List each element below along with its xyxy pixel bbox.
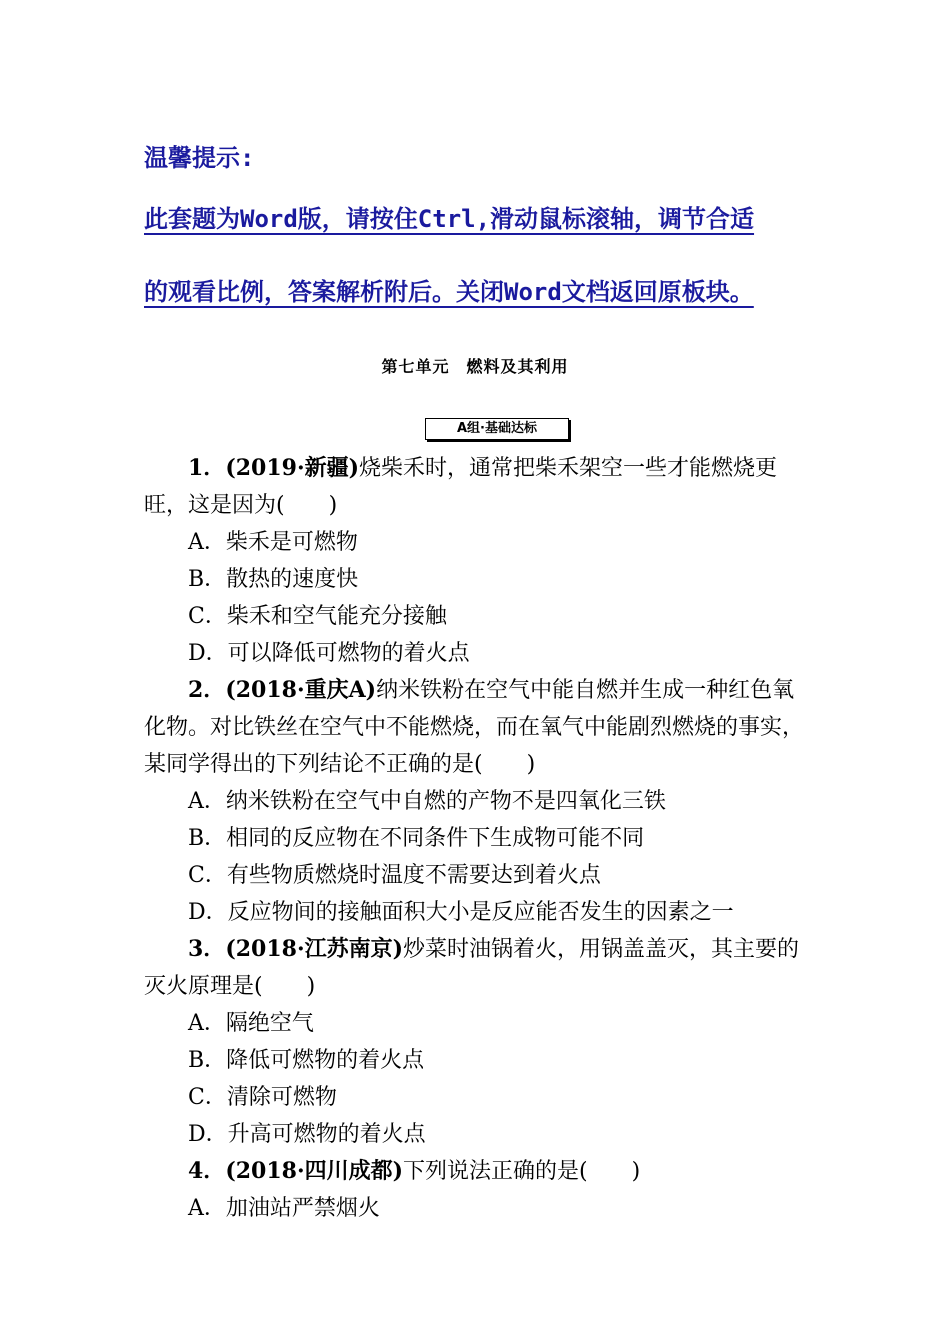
question-1 <box>144 450 814 524</box>
option-d: D．升高可燃物的着火点 <box>188 1122 426 1147</box>
question-stem: 下列说法正确的是( ) <box>403 1159 641 1184</box>
notice-text-line-1: 此套题为Word版，请按住Ctrl,滑动鼠标滚轴，调节合适 <box>144 205 755 233</box>
unit-title: 第七单元 燃料及其利用 <box>381 357 569 376</box>
option-c: C．有些物质燃烧时温度不需要达到着火点 <box>188 863 601 888</box>
option-d: D．可以降低可燃物的着火点 <box>188 641 470 666</box>
option-a: A．柴禾是可燃物 <box>188 530 358 555</box>
question-number: 1． <box>188 455 226 481</box>
question-2 <box>144 672 814 783</box>
question-list <box>144 450 814 1227</box>
question-3 <box>144 931 814 1005</box>
option-c: C．柴禾和空气能充分接触 <box>188 604 447 629</box>
question-4 <box>144 1153 814 1190</box>
question-stem: 纳米铁粉在空气中能自燃并生成一种红色氧化物。对比铁丝在空气中不能燃烧，而在氧气中能剧烈燃烧的事实，某同学得出的下列结论不正确的是( ) <box>144 678 805 777</box>
question-number: 4． <box>188 1158 226 1184</box>
group-label: A组·基础达标 <box>457 421 537 436</box>
question-stem: 炒菜时油锅着火，用锅盖盖灭，其主要的灭火原理是( ) <box>144 937 800 999</box>
question-stem: 烧柴禾时，通常把柴禾架空一些才能燃烧更旺，这是因为( ) <box>144 456 778 518</box>
question-source: (2019·新疆) <box>225 455 360 481</box>
option-a: A．纳米铁粉在空气中自燃的产物不是四氧化三铁 <box>188 789 666 814</box>
question-number: 2． <box>188 677 226 703</box>
option-a: A．隔绝空气 <box>188 1011 314 1036</box>
question-source: (2018·重庆A) <box>225 677 377 703</box>
option-d: D．反应物间的接触面积大小是反应能否发生的因素之一 <box>188 900 734 925</box>
question-source: (2018·四川成都) <box>225 1158 404 1184</box>
option-b: B．相同的反应物在不同条件下生成物可能不同 <box>188 826 645 851</box>
option-b: B．降低可燃物的着火点 <box>188 1048 425 1073</box>
option-c: C．清除可燃物 <box>188 1085 337 1110</box>
question-number: 3． <box>188 936 226 962</box>
option-b: B．散热的速度快 <box>188 567 359 592</box>
option-a: A．加油站严禁烟火 <box>188 1196 380 1221</box>
notice-text-line-2: 的观看比例，答案解析附后。关闭Word文档返回原板块。 <box>144 278 754 306</box>
question-source: (2018·江苏南京) <box>225 936 404 962</box>
group-label-box <box>425 418 569 440</box>
notice-title: 温馨提示: <box>144 144 255 172</box>
